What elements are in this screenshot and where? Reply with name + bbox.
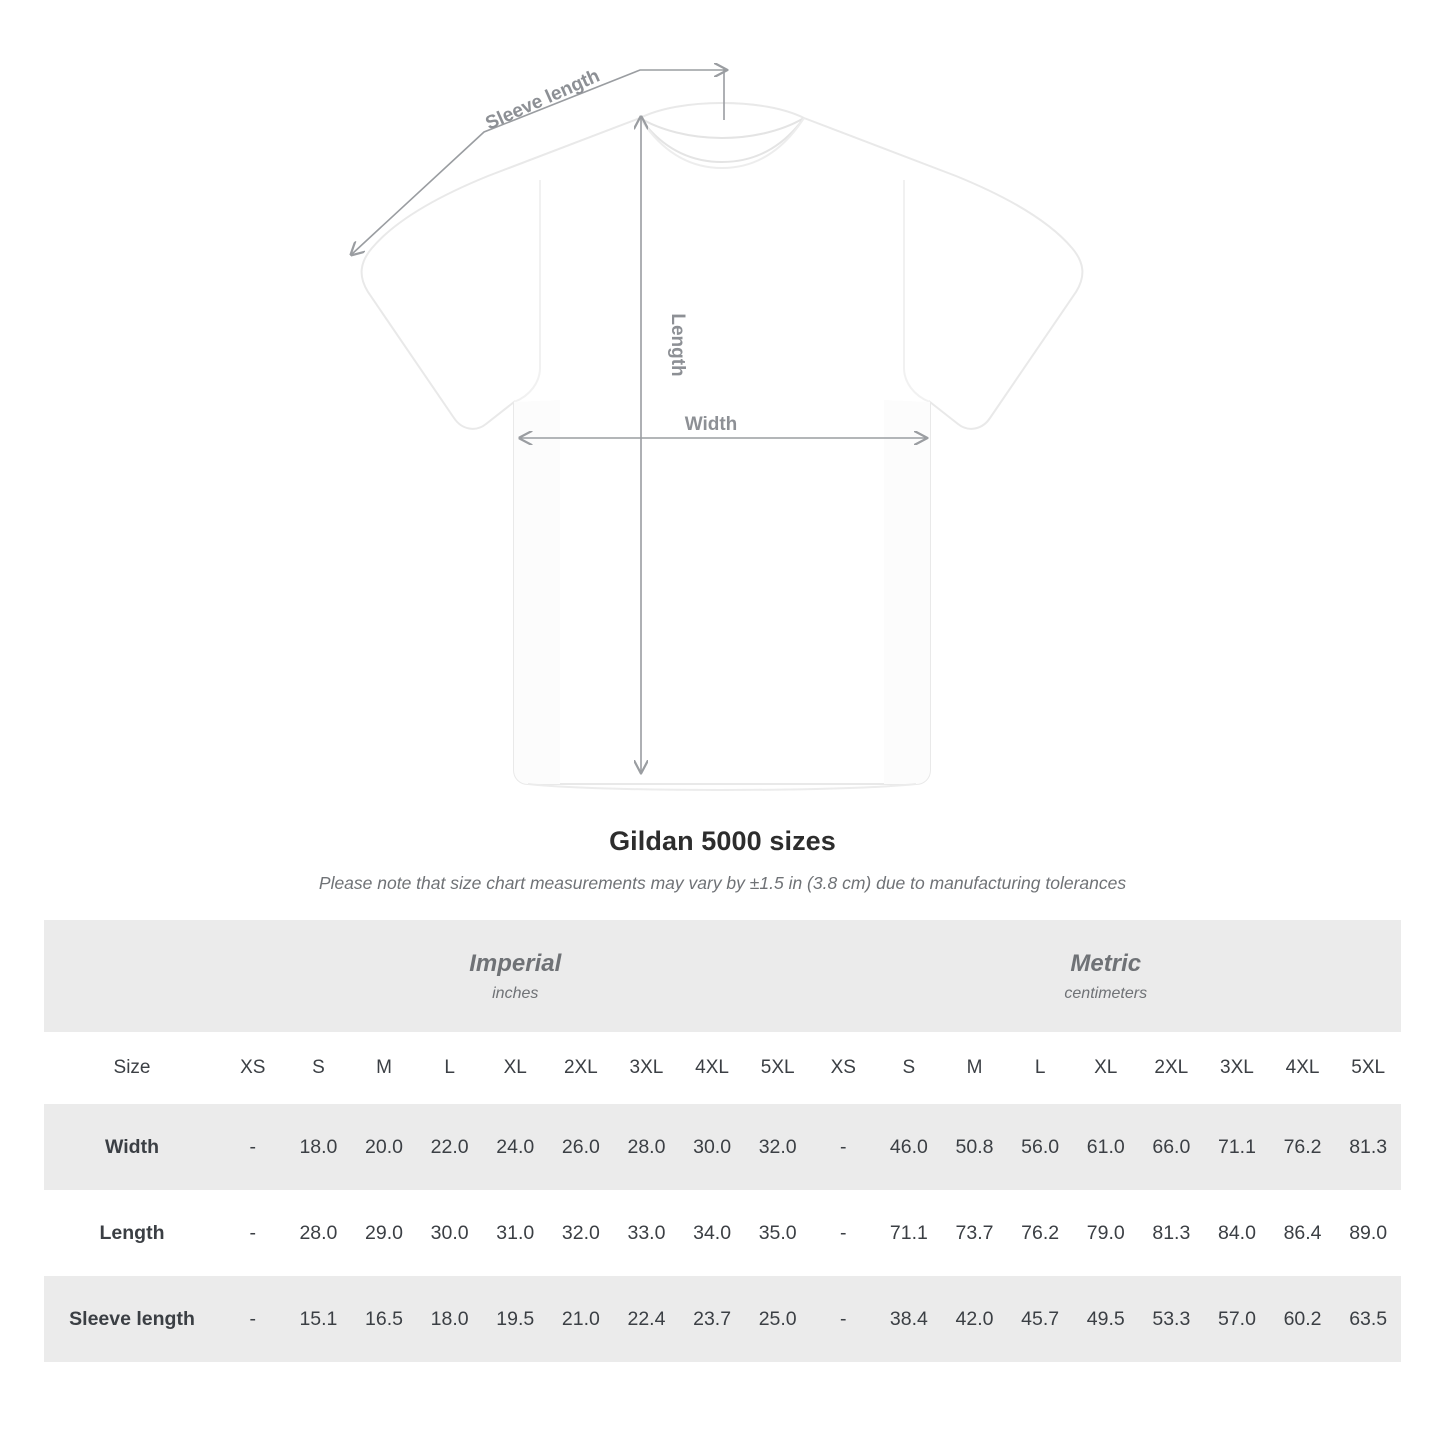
unit-header-spacer <box>44 920 220 1032</box>
column-header-metric-xs: XS <box>810 1032 876 1104</box>
column-header-metric-2xl: 2XL <box>1139 1032 1205 1104</box>
sleeve-length-label: Sleeve length <box>482 65 603 135</box>
cell-width-imperial-2xl: 26.0 <box>548 1104 614 1190</box>
column-header-imperial-3xl: 3XL <box>614 1032 680 1104</box>
cell-length-metric-l: 76.2 <box>1007 1190 1073 1276</box>
cell-sleeve-metric-l: 45.7 <box>1007 1276 1073 1362</box>
cell-sleeve-metric-2xl: 53.3 <box>1139 1276 1205 1362</box>
cell-sleeve-metric-3xl: 57.0 <box>1204 1276 1270 1362</box>
cell-sleeve-metric-s: 38.4 <box>876 1276 942 1362</box>
column-header-imperial-2xl: 2XL <box>548 1032 614 1104</box>
column-header-metric-l: L <box>1007 1032 1073 1104</box>
cell-sleeve-imperial-s: 15.1 <box>286 1276 352 1362</box>
cell-sleeve-imperial-l: 18.0 <box>417 1276 483 1362</box>
cell-length-metric-3xl: 84.0 <box>1204 1190 1270 1276</box>
column-header-imperial-s: S <box>286 1032 352 1104</box>
column-header-metric-xl: XL <box>1073 1032 1139 1104</box>
column-header-metric-5xl: 5XL <box>1335 1032 1401 1104</box>
cell-length-metric-xs: - <box>810 1190 876 1276</box>
cell-width-metric-2xl: 66.0 <box>1139 1104 1205 1190</box>
column-header-metric-m: M <box>942 1032 1008 1104</box>
column-header-imperial-4xl: 4XL <box>679 1032 745 1104</box>
unit-sub-imperial: inches <box>492 985 539 1002</box>
cell-width-metric-4xl: 76.2 <box>1270 1104 1336 1190</box>
unit-header-imperial <box>220 920 810 1032</box>
tshirt-shape <box>362 103 1083 790</box>
table-row <box>44 1276 1401 1362</box>
cell-width-imperial-s: 18.0 <box>286 1104 352 1190</box>
cell-sleeve-imperial-5xl: 25.0 <box>745 1276 811 1362</box>
unit-name-metric: Metric <box>1070 950 1142 977</box>
unit-name-imperial: Imperial <box>469 950 562 977</box>
size-table <box>44 920 1401 1362</box>
cell-width-metric-xl: 61.0 <box>1073 1104 1139 1190</box>
length-label: Length <box>667 313 688 377</box>
cell-width-imperial-m: 20.0 <box>351 1104 417 1190</box>
cell-sleeve-imperial-4xl: 23.7 <box>679 1276 745 1362</box>
cell-length-metric-2xl: 81.3 <box>1139 1190 1205 1276</box>
column-header-size: Size <box>44 1032 220 1104</box>
cell-length-metric-4xl: 86.4 <box>1270 1190 1336 1276</box>
cell-width-imperial-l: 22.0 <box>417 1104 483 1190</box>
title-block <box>0 826 1445 894</box>
cell-sleeve-metric-4xl: 60.2 <box>1270 1276 1336 1362</box>
unit-header-metric <box>810 920 1401 1032</box>
row-label-length: Length <box>44 1190 220 1276</box>
cell-width-imperial-4xl: 30.0 <box>679 1104 745 1190</box>
unit-header-row <box>44 920 1401 1032</box>
cell-width-metric-5xl: 81.3 <box>1335 1104 1401 1190</box>
cell-length-imperial-l: 30.0 <box>417 1190 483 1276</box>
cell-sleeve-metric-xl: 49.5 <box>1073 1276 1139 1362</box>
cell-sleeve-metric-m: 42.0 <box>942 1276 1008 1362</box>
cell-length-metric-s: 71.1 <box>876 1190 942 1276</box>
column-header-imperial-l: L <box>417 1032 483 1104</box>
cell-width-imperial-xs: - <box>220 1104 286 1190</box>
column-header-metric-3xl: 3XL <box>1204 1032 1270 1104</box>
cell-width-metric-m: 50.8 <box>942 1104 1008 1190</box>
cell-width-imperial-3xl: 28.0 <box>614 1104 680 1190</box>
width-label: Width <box>684 414 738 435</box>
cell-width-metric-3xl: 71.1 <box>1204 1104 1270 1190</box>
table-row <box>44 1104 1401 1190</box>
column-header-imperial-xs: XS <box>220 1032 286 1104</box>
cell-width-metric-s: 46.0 <box>876 1104 942 1190</box>
cell-width-imperial-5xl: 32.0 <box>745 1104 811 1190</box>
cell-length-imperial-m: 29.0 <box>351 1190 417 1276</box>
cell-length-metric-5xl: 89.0 <box>1335 1190 1401 1276</box>
column-header-imperial-5xl: 5XL <box>745 1032 811 1104</box>
table-row <box>44 1190 1401 1276</box>
cell-sleeve-metric-5xl: 63.5 <box>1335 1276 1401 1362</box>
unit-sub-metric: centimeters <box>1064 985 1148 1002</box>
cell-sleeve-imperial-xs: - <box>220 1276 286 1362</box>
column-header-imperial-xl: XL <box>482 1032 548 1104</box>
cell-sleeve-metric-xs: - <box>810 1276 876 1362</box>
cell-width-metric-l: 56.0 <box>1007 1104 1073 1190</box>
cell-length-imperial-5xl: 35.0 <box>745 1190 811 1276</box>
cell-length-metric-xl: 79.0 <box>1073 1190 1139 1276</box>
cell-sleeve-imperial-m: 16.5 <box>351 1276 417 1362</box>
cell-length-imperial-s: 28.0 <box>286 1190 352 1276</box>
column-header-imperial-m: M <box>351 1032 417 1104</box>
tolerance-note: Please note that size chart measurements may vary by ±1.5 in (3.8 cm) due to manufacturing tolerances <box>318 873 1127 893</box>
column-header-metric-s: S <box>876 1032 942 1104</box>
cell-length-imperial-xs: - <box>220 1190 286 1276</box>
page-title: Gildan 5000 sizes <box>609 826 836 856</box>
cell-length-imperial-4xl: 34.0 <box>679 1190 745 1276</box>
row-label-width: Width <box>44 1104 220 1190</box>
column-header-metric-4xl: 4XL <box>1270 1032 1336 1104</box>
cell-length-metric-m: 73.7 <box>942 1190 1008 1276</box>
cell-length-imperial-xl: 31.0 <box>482 1190 548 1276</box>
size-header-row <box>44 1032 1401 1104</box>
cell-sleeve-imperial-2xl: 21.0 <box>548 1276 614 1362</box>
size-table-wrap <box>44 920 1401 1362</box>
cell-width-metric-xs: - <box>810 1104 876 1190</box>
row-label-sleeve-length: Sleeve length <box>44 1276 220 1362</box>
cell-sleeve-imperial-xl: 19.5 <box>482 1276 548 1362</box>
cell-length-imperial-3xl: 33.0 <box>614 1190 680 1276</box>
cell-length-imperial-2xl: 32.0 <box>548 1190 614 1276</box>
cell-width-imperial-xl: 24.0 <box>482 1104 548 1190</box>
cell-sleeve-imperial-3xl: 22.4 <box>614 1276 680 1362</box>
